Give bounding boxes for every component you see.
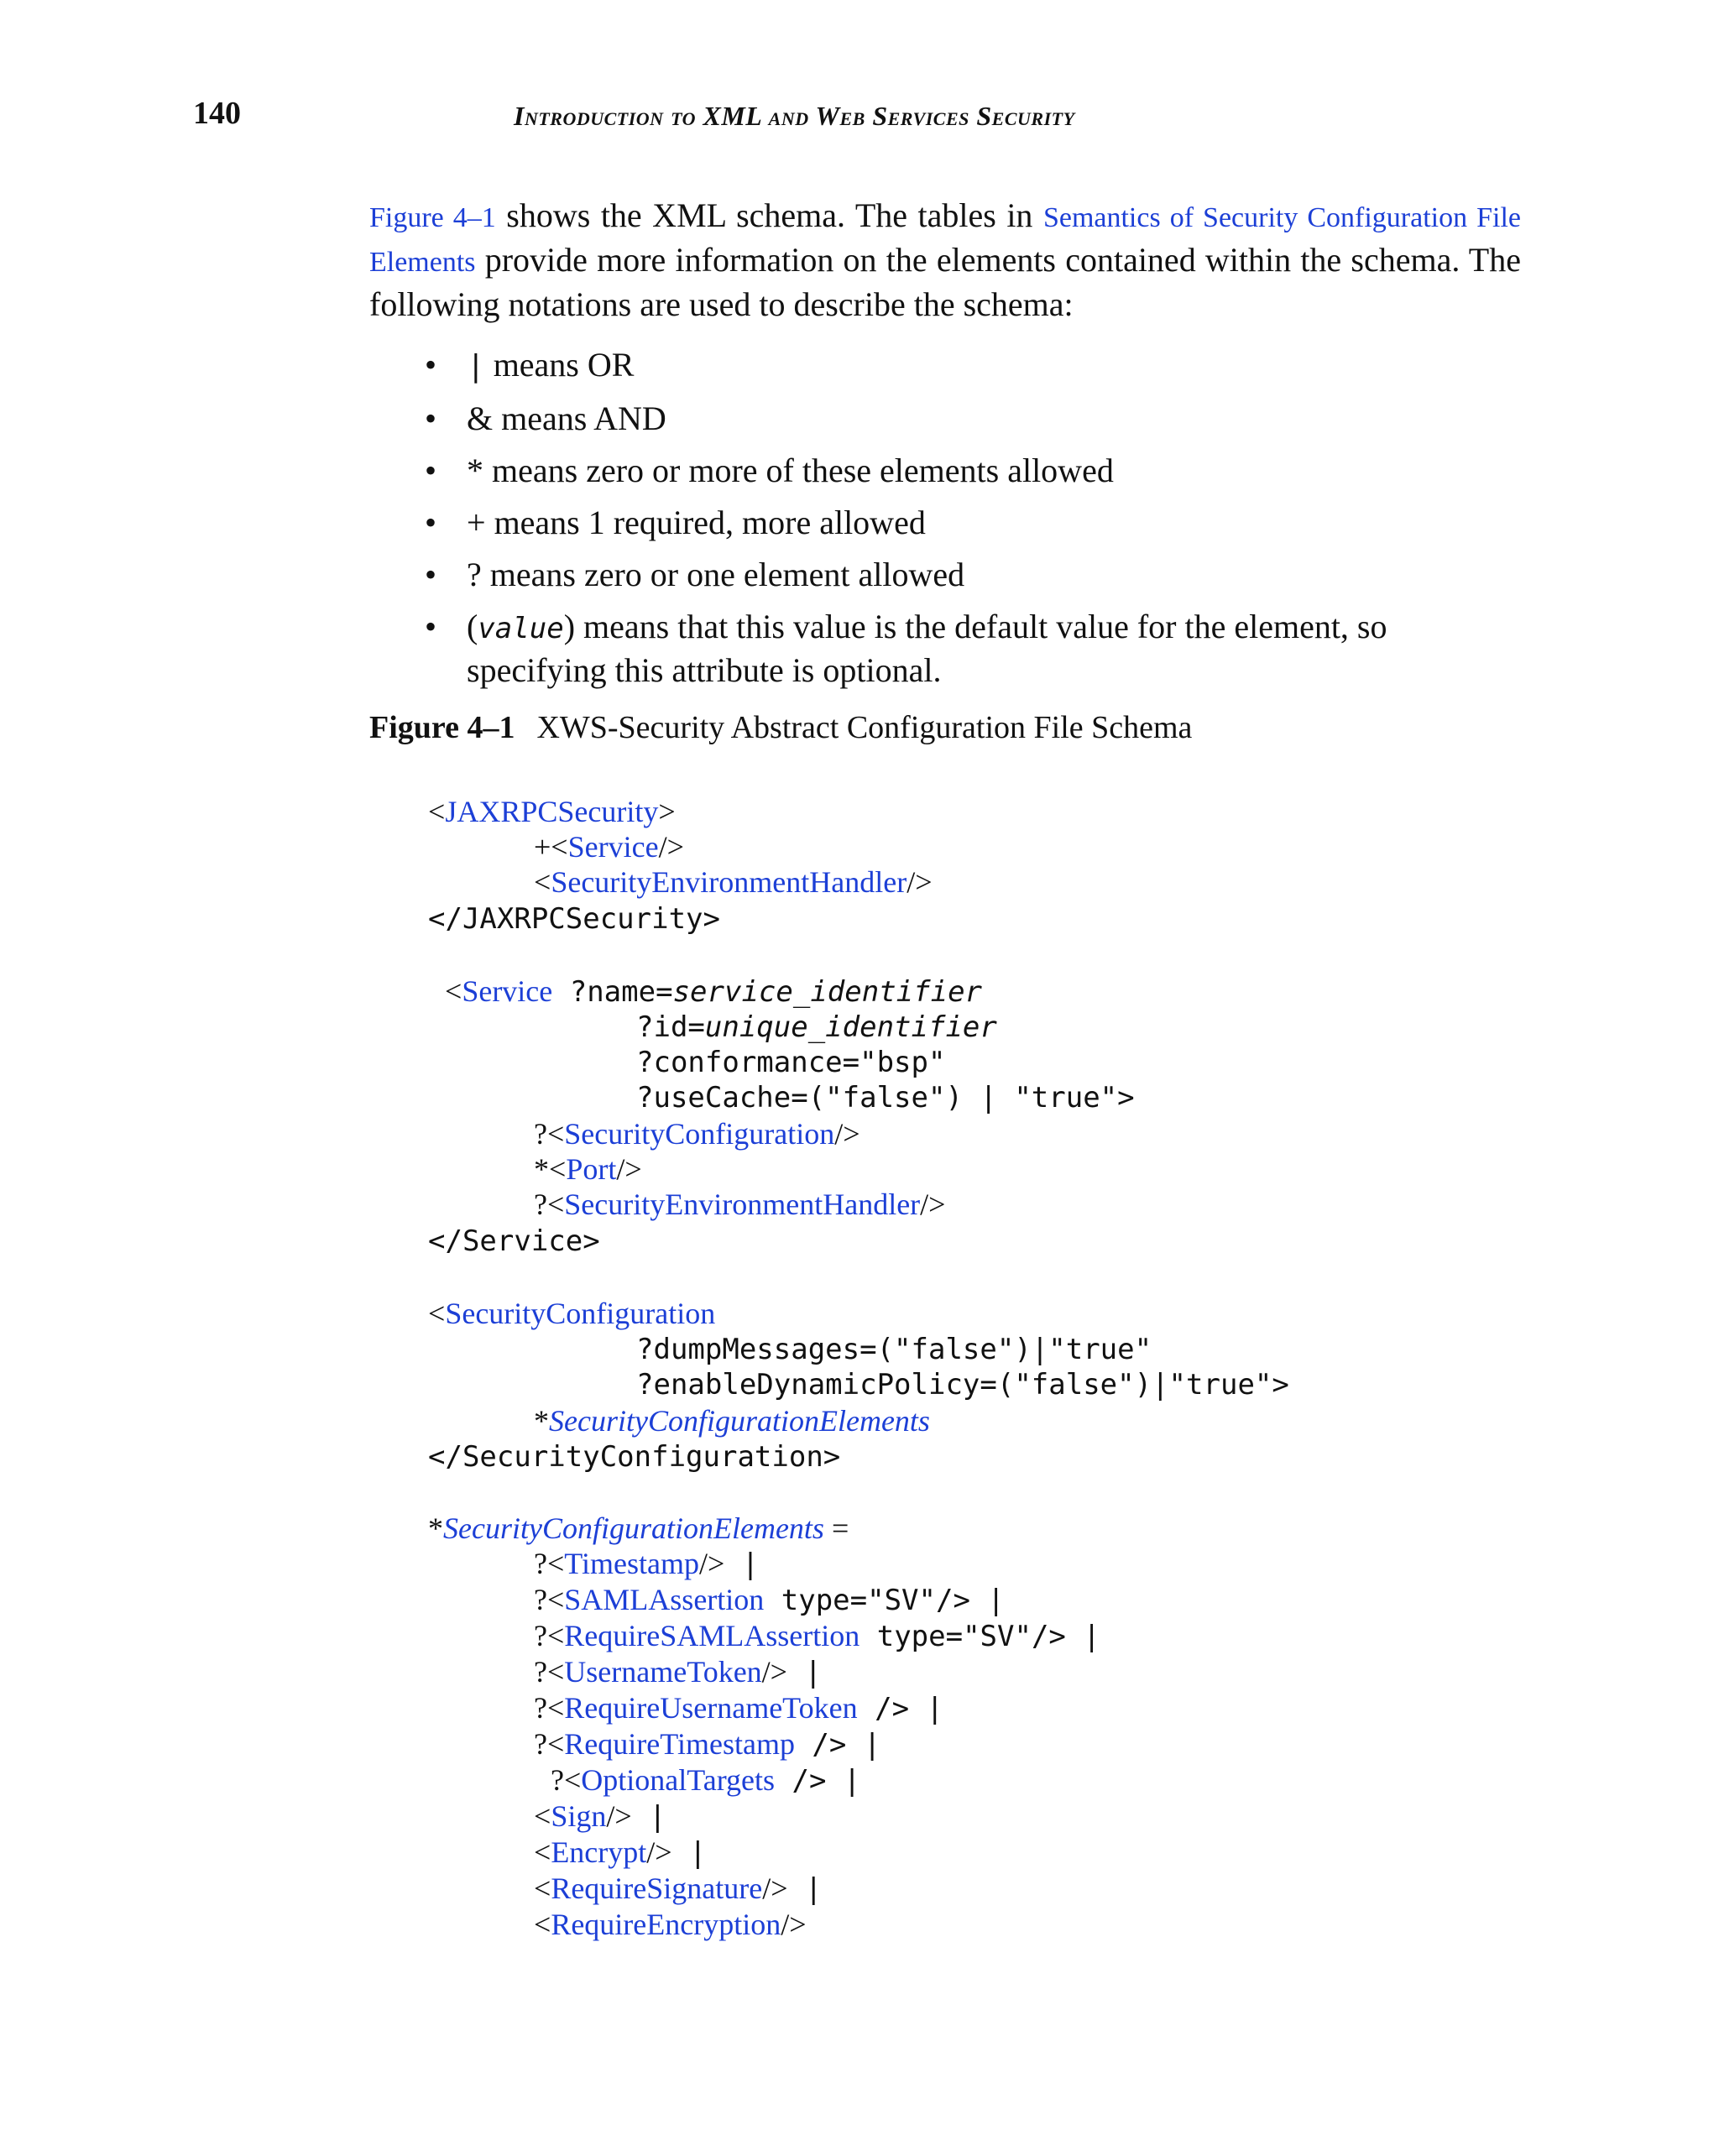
code-pre: < bbox=[534, 1835, 551, 1869]
element-link-securityconfigurationelements[interactable]: SecurityConfigurationElements bbox=[549, 1404, 930, 1438]
element-link-sign[interactable]: Sign bbox=[551, 1799, 607, 1833]
code-line bbox=[534, 1116, 860, 1151]
code-mono-italic: unique_identifier bbox=[704, 1010, 997, 1044]
code-line bbox=[534, 1618, 1100, 1654]
code-line bbox=[534, 1403, 930, 1438]
code-line bbox=[534, 829, 684, 864]
element-link-securityconfiguration[interactable]: SecurityConfiguration bbox=[564, 1117, 835, 1151]
bullet: • bbox=[425, 608, 437, 645]
element-link-timestamp[interactable]: Timestamp bbox=[564, 1547, 699, 1580]
code-pre: ?< bbox=[534, 1727, 565, 1761]
code-mono: | bbox=[786, 1656, 822, 1689]
code-mono: type="SV"/> | bbox=[860, 1620, 1100, 1653]
bullet: • bbox=[425, 556, 437, 593]
notation-symbol: * bbox=[467, 452, 483, 489]
code-pre: +< bbox=[534, 830, 568, 864]
notation-text: means zero or one element allowed bbox=[481, 556, 965, 593]
code-line bbox=[636, 1009, 997, 1045]
element-link-samlassertion[interactable]: SAMLAssertion bbox=[564, 1583, 765, 1616]
code-line bbox=[534, 1726, 880, 1762]
element-link-requiresamlassertion[interactable]: RequireSAMLAssertion bbox=[564, 1619, 860, 1652]
element-link-port[interactable]: Port bbox=[566, 1152, 617, 1186]
code-line bbox=[428, 901, 720, 937]
code-pre: < bbox=[534, 1871, 551, 1905]
code-pre: < bbox=[534, 1908, 551, 1941]
notation-text: means that this value is the default value for the element, so specifying this attribute is optional. bbox=[467, 608, 1387, 689]
intro-text-1: shows the XML schema. The tables in bbox=[495, 196, 1043, 234]
code-line bbox=[428, 1438, 840, 1475]
code-pre: < bbox=[534, 1799, 551, 1833]
code-line bbox=[534, 1582, 1005, 1618]
code-pre: ?< bbox=[534, 1619, 565, 1652]
figure-link[interactable]: Figure 4–1 bbox=[369, 202, 496, 233]
code-pre: < bbox=[428, 795, 446, 828]
code-line bbox=[445, 974, 982, 1010]
figure-title: XWS-Security Abstract Configuration File Schema bbox=[536, 710, 1193, 745]
code-pre: ?< bbox=[534, 1583, 565, 1616]
element-link-service[interactable]: Service bbox=[462, 974, 553, 1008]
code-post: /> bbox=[781, 1908, 807, 1941]
code-mono: ?name= bbox=[552, 975, 673, 1009]
notation-text: means 1 required, more allowed bbox=[485, 504, 926, 541]
code-pre: ?< bbox=[534, 1547, 565, 1580]
bullet: • bbox=[425, 504, 437, 541]
notation-symbol-close: ) bbox=[563, 608, 576, 645]
code-mono: | bbox=[724, 1548, 760, 1581]
code-line bbox=[534, 1151, 642, 1187]
code-mono: /> | bbox=[857, 1692, 943, 1725]
code-mono: </SecurityConfiguration> bbox=[428, 1440, 841, 1474]
code-post: /> bbox=[761, 1655, 787, 1689]
code-pre: ?< bbox=[534, 1117, 565, 1151]
code-mono-italic: service_identifier bbox=[672, 975, 983, 1009]
code-post: /> bbox=[658, 830, 684, 864]
code-post: /> bbox=[762, 1871, 788, 1905]
code-mono: ?dumpMessages=("false")|"true" bbox=[636, 1333, 1152, 1366]
code-mono: </Service> bbox=[428, 1224, 600, 1258]
code-line bbox=[534, 1871, 823, 1907]
code-line bbox=[428, 794, 676, 829]
bullet: • bbox=[425, 346, 437, 384]
element-link-requireencryption[interactable]: RequireEncryption bbox=[551, 1908, 781, 1941]
element-link-securityenvironmenthandler[interactable]: SecurityEnvironmentHandler bbox=[551, 865, 907, 899]
code-line bbox=[636, 1366, 1289, 1402]
element-link-jaxrpcsecurity[interactable]: JAXRPCSecurity bbox=[445, 795, 659, 828]
element-link-securityenvironmenthandler[interactable]: SecurityEnvironmentHandler bbox=[564, 1188, 921, 1221]
code-mono: | bbox=[631, 1800, 666, 1834]
code-post: /> bbox=[920, 1188, 946, 1221]
notation-symbol: + bbox=[467, 504, 486, 541]
code-post: /> bbox=[646, 1835, 672, 1869]
code-mono: ?id= bbox=[636, 1010, 705, 1044]
code-post: /> bbox=[834, 1117, 860, 1151]
notation-symbol: & bbox=[467, 399, 494, 437]
code-post: /> bbox=[606, 1799, 632, 1833]
code-line bbox=[551, 1762, 860, 1798]
element-link-requiretimestamp[interactable]: RequireTimestamp bbox=[564, 1727, 795, 1761]
code-mono: /> | bbox=[775, 1764, 861, 1798]
code-mono: /> | bbox=[794, 1728, 881, 1762]
code-line bbox=[636, 1044, 945, 1080]
code-mono: ?useCache=("false") | "true"> bbox=[636, 1081, 1135, 1115]
semantics-link[interactable]: Semantics of Security Configuration File Elements bbox=[369, 202, 1522, 278]
element-link-securityconfiguration[interactable]: SecurityConfiguration bbox=[445, 1297, 716, 1330]
notation-text: means zero or more of these elements allowed bbox=[483, 452, 1114, 489]
notation-symbol: ? bbox=[467, 556, 482, 593]
code-line bbox=[534, 1690, 943, 1726]
intro-text-2: provide more information on the elements contained within the schema. The following notations are used to describe the schema: bbox=[369, 241, 1521, 323]
code-pre: ?< bbox=[534, 1655, 565, 1689]
element-link-requireusernametoken[interactable]: RequireUsernameToken bbox=[564, 1691, 858, 1725]
code-pre: * bbox=[534, 1404, 549, 1438]
code-line bbox=[428, 1296, 715, 1331]
notation-symbol: | bbox=[467, 349, 485, 384]
element-link-requiresignature[interactable]: RequireSignature bbox=[551, 1871, 763, 1905]
notation-symbol-value: value bbox=[478, 612, 564, 645]
bullet: • bbox=[425, 399, 437, 437]
notation-text: means AND bbox=[493, 399, 666, 437]
code-mono: | bbox=[671, 1836, 707, 1870]
code-post: /> bbox=[907, 865, 933, 899]
element-link-service[interactable]: Service bbox=[567, 830, 659, 864]
code-post: > bbox=[658, 795, 676, 828]
code-pre: ?< bbox=[551, 1763, 582, 1797]
element-link-optionaltargets[interactable]: OptionalTargets bbox=[581, 1763, 776, 1797]
code-post: /> bbox=[698, 1547, 725, 1580]
element-link-encrypt[interactable]: Encrypt bbox=[551, 1835, 647, 1869]
code-line bbox=[534, 1835, 707, 1871]
code-line bbox=[534, 1798, 666, 1835]
code-pre: ?< bbox=[534, 1691, 565, 1725]
code-line bbox=[428, 1511, 849, 1546]
code-mono: </JAXRPCSecurity> bbox=[428, 902, 720, 936]
code-mono: type="SV"/> | bbox=[764, 1584, 1005, 1617]
code-pre: < bbox=[428, 1297, 446, 1330]
code-pre: < bbox=[534, 865, 551, 899]
code-line bbox=[534, 1546, 759, 1582]
code-post: = bbox=[823, 1511, 849, 1545]
code-post: /> bbox=[616, 1152, 642, 1186]
code-line bbox=[534, 1187, 945, 1222]
page-number: 140 bbox=[193, 96, 241, 131]
running-header: Introduction to XML and Web Services Security bbox=[514, 101, 1075, 131]
code-line bbox=[636, 1079, 1135, 1115]
code-pre: *< bbox=[534, 1152, 567, 1186]
code-pre: ?< bbox=[534, 1188, 565, 1221]
element-link-securityconfigurationelements[interactable]: SecurityConfigurationElements bbox=[443, 1511, 824, 1545]
code-mono: ?enableDynamicPolicy=("false")|"true"> bbox=[636, 1368, 1289, 1402]
code-line bbox=[534, 1907, 807, 1942]
code-pre: * bbox=[428, 1511, 443, 1545]
code-line bbox=[534, 864, 933, 900]
code-mono: | bbox=[787, 1872, 823, 1906]
code-line bbox=[534, 1654, 822, 1690]
bullet: • bbox=[425, 452, 437, 489]
notation-text: means OR bbox=[484, 346, 635, 384]
notation-symbol-open: ( bbox=[467, 608, 478, 645]
code-line bbox=[636, 1331, 1152, 1367]
code-line bbox=[428, 1223, 600, 1259]
code-pre: < bbox=[445, 974, 462, 1008]
code-mono: ?conformance="bsp" bbox=[636, 1046, 946, 1079]
element-link-usernametoken[interactable]: UsernameToken bbox=[564, 1655, 762, 1689]
figure-label: Figure 4–1 bbox=[369, 710, 515, 745]
